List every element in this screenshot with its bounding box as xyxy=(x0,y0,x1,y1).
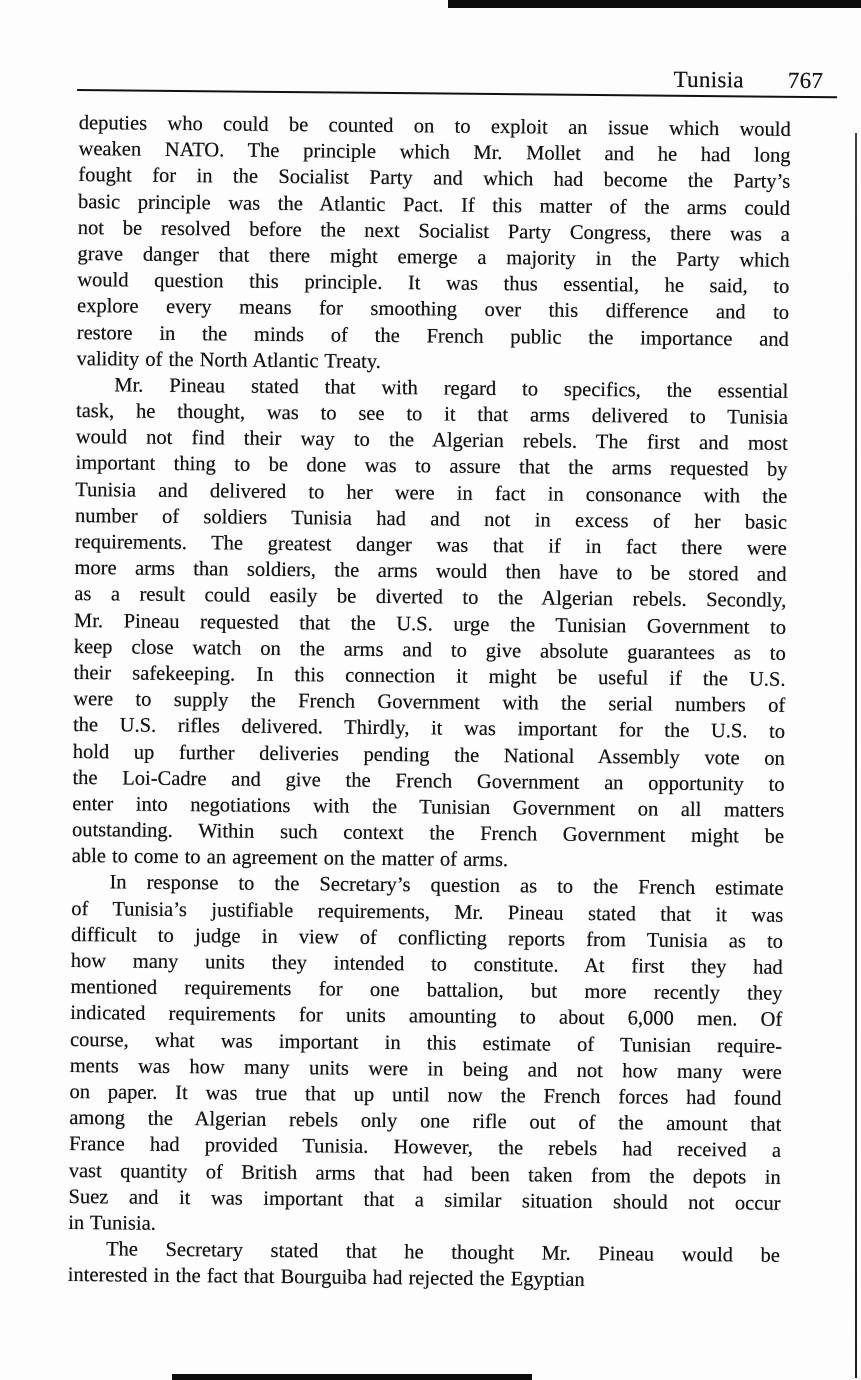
text-line: validity of the North Atlantic Treaty. xyxy=(76,347,381,373)
text-line: were to supply the French Government with the serial numbers of xyxy=(73,688,786,717)
text-line: indicated requirements for units amounting to about 6,000 men. Of xyxy=(70,1002,783,1032)
text-line: on paper. It was true that up until now the French forces had found xyxy=(69,1080,782,1110)
text-line: fought for in the Socialist Party and which had become the Party’s xyxy=(78,164,791,194)
paragraph xyxy=(76,110,790,379)
text-line: in Tunisia. xyxy=(68,1211,156,1235)
text-line: deputies who could be counted on to exploit an issue which would xyxy=(78,112,791,141)
text-line: outstanding. Within such context the French Government might be xyxy=(71,819,785,848)
text-line: not be resolved before the next Socialist Party Congress, there was a xyxy=(77,216,790,246)
text-line: mentioned requirements for one battalion, but more recently they xyxy=(70,976,783,1005)
text-line: difficult to judge in view of conflicting reports from Tunisia as to xyxy=(70,923,784,953)
text-line: restore in the minds of the French public the importance and xyxy=(76,321,789,351)
text-line: Mr. Pineau requested that the U.S. urge the Tunisian Government to xyxy=(73,609,787,639)
text-line: vast quantity of British arms that had been taken from the depots in xyxy=(68,1159,781,1189)
text-line: ments was how many units were in being and not how many were xyxy=(69,1054,782,1084)
text-line: how many units they intended to constitute. At first they had xyxy=(70,949,783,979)
text-line: the Loi-Cadre and give the French Government an opportunity to xyxy=(72,766,785,796)
scan-artifact-page-edge-line xyxy=(855,133,857,1378)
text-line: weaken NATO. The principle which Mr. Mollet and he had long xyxy=(78,138,791,168)
page-number: 767 xyxy=(787,67,824,94)
text-line: their safekeeping. In this connection it might be useful if the U.S. xyxy=(73,661,786,691)
text-line: requirements. The greatest danger was that if in fact there were xyxy=(74,530,787,560)
text-line: of Tunisia’s justifiable requirements, Mr. Pineau stated that it was xyxy=(71,897,784,927)
text-line: important thing to be done was to assure that the arms requested by xyxy=(75,452,788,482)
text-line: basic principle was the Atlantic Pact. If this matter of the arms could xyxy=(77,190,791,220)
text-line: would not find their way to the Algerian rebels. The first and most xyxy=(75,426,788,456)
text-line: among the Algerian rebels only one rifle out of the amount that xyxy=(69,1107,782,1136)
text-line: enter into negotiations with the Tunisian Government on all matters xyxy=(72,792,785,822)
paragraph xyxy=(68,869,783,1242)
paragraph xyxy=(68,1236,780,1295)
text-line: France had provided Tunisia. However, the rebels had received a xyxy=(68,1133,782,1163)
text-line: able to come to an agreement on the matter of arms. xyxy=(71,845,509,872)
scan-artifact-bottom-bar xyxy=(172,1374,532,1380)
text-line: keep close watch on the arms and to give absolute guarantees as to xyxy=(73,635,786,665)
paragraph xyxy=(72,372,789,876)
text-line: hold up further deliveries pending the National Assembly vote on xyxy=(72,740,785,770)
running-head-title: Tunisia xyxy=(673,66,744,93)
scan-artifact-top-bar xyxy=(448,0,861,8)
text-line: would question this principle. It was thus essential, he said, to xyxy=(77,269,790,298)
text-line: number of soldiers Tunisia had and not in excess of her basic xyxy=(74,504,788,534)
text-line: grave danger that there might emerge a majority in the Party which xyxy=(77,242,790,272)
text-line: interested in the fact that Bourguiba had rejected the Egyptian xyxy=(67,1264,585,1292)
text-line: the U.S. rifles delivered. Thirdly, it was important for the U.S. to xyxy=(72,714,786,744)
text-line: Tunisia and delivered to her were in fact in consonance with the xyxy=(75,478,788,508)
text-line: as a result could easily be diverted to the Algerian rebels. Secondly, xyxy=(74,583,787,613)
text-line: course, what was important in this estimate of Tunisian require- xyxy=(69,1028,783,1058)
text-line: Mr. Pineau stated that with regard to specifics, the essential xyxy=(114,374,789,403)
text-line: In response to the Secretary’s question as to the French estimate xyxy=(109,871,784,901)
text-line: The Secretary stated that he thought Mr. Pineau would be xyxy=(105,1238,781,1267)
page-body xyxy=(68,110,791,1295)
text-line: Suez and it was important that a similar situation should not occur xyxy=(68,1185,781,1215)
text-line: explore every means for smoothing over this difference and to xyxy=(76,295,790,325)
text-line: task, he thought, was to see to it that arms delivered to Tunisia xyxy=(75,400,789,429)
text-line: more arms than soldiers, the arms would then have to be stored and xyxy=(74,557,787,587)
